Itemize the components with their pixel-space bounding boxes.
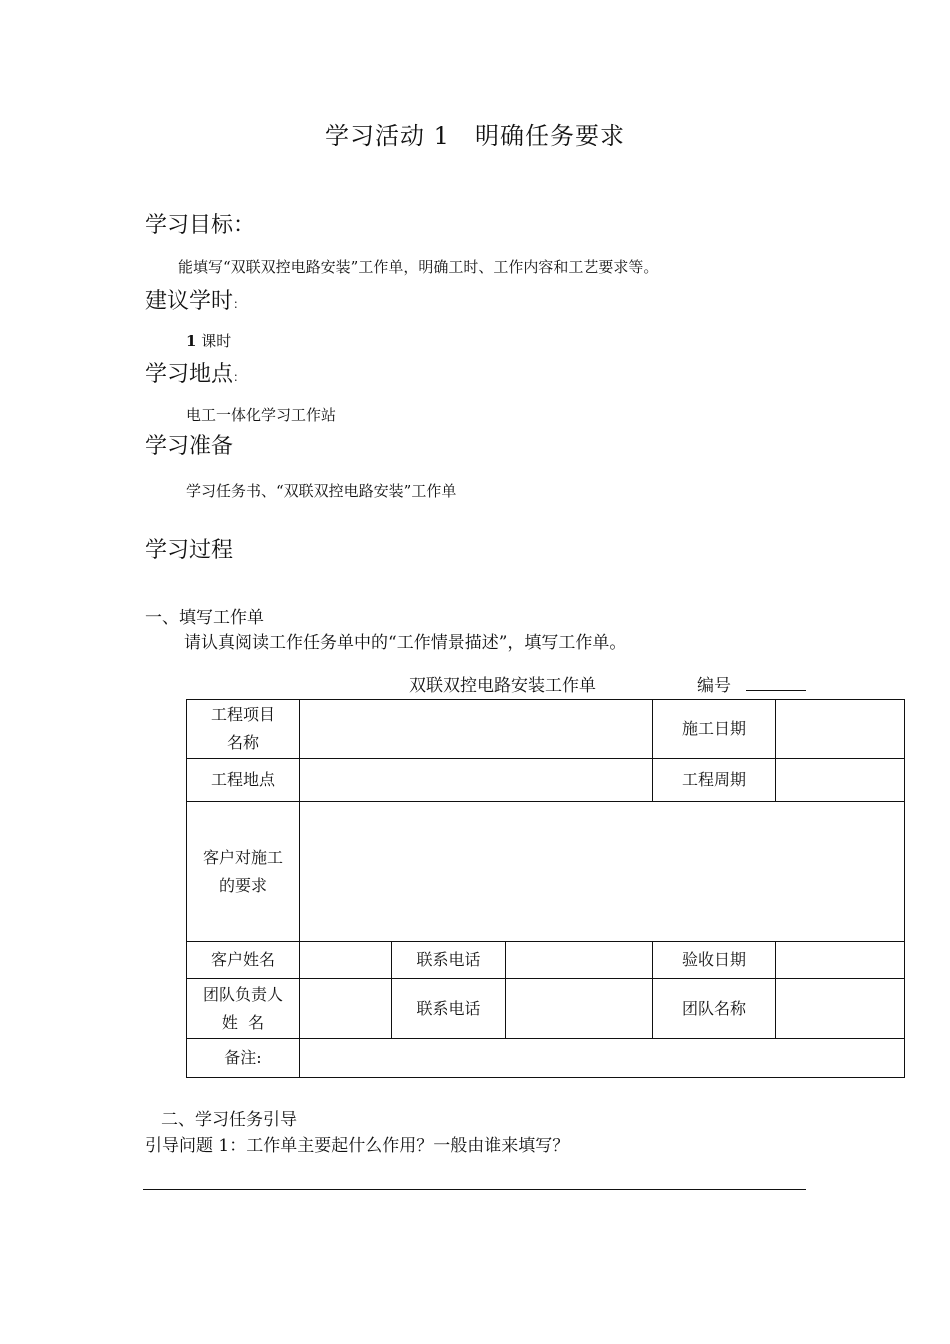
work-order-caption: 双联双控电路安装工作单 [409,676,596,696]
location-heading-colon: ： [233,370,246,384]
customer-name-label: 客户姓名 [187,942,300,979]
leader-label: 团队负责人 姓 名 [187,979,300,1039]
step2-heading: 二、学习任务引导 [161,1110,297,1130]
customer-phone-label: 联系电话 [392,942,506,979]
site-label: 工程地点 [187,759,300,802]
remarks-label: 备注: [187,1039,300,1078]
location-heading [145,357,245,388]
leader-phone-field[interactable] [506,979,653,1039]
table-row [187,979,905,1039]
work-order-table [186,699,905,1078]
period-field[interactable] [776,759,905,802]
team-name-field[interactable] [776,979,905,1039]
step1-instruction: 请认真阅读工作任务单中的“工作情景描述”，填写工作单。 [184,633,627,653]
leader-phone-label: 联系电话 [392,979,506,1039]
project-name-label: 工程项目 名称 [187,700,300,759]
location-heading-text: 学习地点 [145,362,234,387]
hours-unit: 课时 [201,332,232,350]
goals-heading: 学习目标： [145,213,256,238]
preparation-heading: 学习准备 [145,434,234,459]
hours-heading-colon: ： [233,297,246,311]
remarks-field[interactable] [300,1039,905,1078]
requirements-field[interactable] [300,802,905,942]
number-label: 编号 [697,676,731,696]
hours-number: 1 [186,332,197,350]
number-input-line[interactable] [746,690,806,691]
acceptance-date-field[interactable] [776,942,905,979]
page-title: 学习活动 1 明确任务要求 [325,122,625,150]
preparation-content: 学习任务书、“双联双控电路安装”工作单 [186,482,457,500]
acceptance-date-label: 验收日期 [653,942,776,979]
process-heading: 学习过程 [145,538,234,563]
requirements-label: 客户对施工 的要求 [187,802,300,942]
team-name-label: 团队名称 [653,979,776,1039]
customer-phone-field[interactable] [506,942,653,979]
site-field[interactable] [300,759,653,802]
step1-heading: 一、填写工作单 [145,608,264,628]
table-row [187,802,905,942]
leader-name-field[interactable] [300,979,392,1039]
table-row [187,1039,905,1078]
hours-content [186,330,231,351]
start-date-field[interactable] [776,700,905,759]
project-name-field[interactable] [300,700,653,759]
table-row [187,942,905,979]
hours-heading [145,284,245,315]
goals-content: 能填写“双联双控电路安装”工作单，明确工时、工作内容和工艺要求等。 [178,258,659,276]
table-row [187,700,905,759]
question1: 引导问题 1：工作单主要起什么作用？一般由谁来填写？ [145,1136,570,1156]
answer-line[interactable] [143,1189,806,1190]
start-date-label: 施工日期 [653,700,776,759]
hours-heading-text: 建议学时 [145,289,234,314]
period-label: 工程周期 [653,759,776,802]
location-content: 电工一体化学习工作站 [186,406,337,424]
table-row [187,759,905,802]
customer-name-field[interactable] [300,942,392,979]
